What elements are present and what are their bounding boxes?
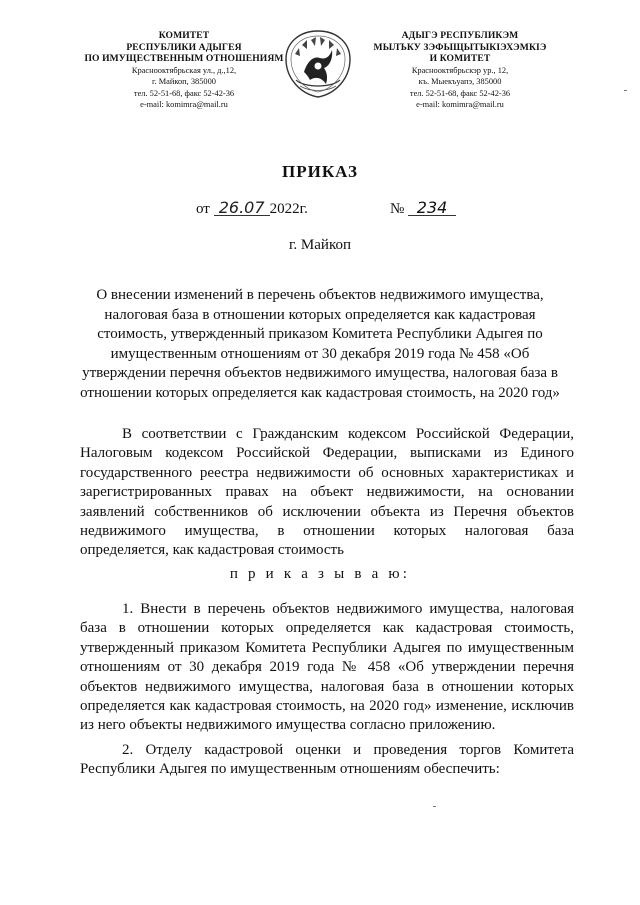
scan-speck [624,90,627,91]
date-handwritten: 26.07 [214,200,270,216]
address-ru-line-1: Краснооктябрьская ул., д.,12, [131,65,237,75]
header-left-block [84,30,284,111]
org-name-ady-line-2: МЫЛЪКУ ЗЭФЫЩЫТЫКІЭХЭМКІЭ [373,41,547,53]
city-line: г. Майкоп [288,237,352,253]
number-handwritten: 234 [408,200,456,216]
document-title: ПРИКАЗ [282,162,358,181]
address-ru-line-4: e-mail: komimra@mail.ru [140,100,228,109]
header-right-block [360,30,560,111]
coat-of-arms-icon [280,28,356,100]
scan-speck [433,806,436,807]
date-prefix: от [196,201,210,217]
number-prefix: № [390,201,405,217]
org-name-ady-line-1: АДЫГЭ РЕСПУБЛИКЭМ [401,30,519,41]
org-name-ru-line-1: КОМИТЕТ [158,30,210,41]
number-line [390,200,456,218]
order-subject: О внесении изменений в перечень объектов недвижимого имущества, налоговая база в отношении которых определяется как кадастровая стоимость, утвержденный приказом Комитета Республики Адыгея по имущественным отношениям от 30 декабря 2019 года № 458 «Об утверждении перечня объектов недвижимого имущества, налоговая база в отношении которых определяется как кадастровая стоимость, на 2020 год» [80,287,560,401]
org-name-ru-line-2: РЕСПУБЛИКИ АДЫГЕЯ [126,41,242,53]
address-ady-line-2: къ. Мыекъуапэ, 385000 [418,77,502,86]
address-ady-line-3: тел. 52-51-68, факс 52-42-36 [409,88,511,98]
address-ady-line-1: Краснооктябрьскэр ур., 12, [411,65,509,75]
org-name-ru-line-3: ПО ИМУЩЕСТВЕННЫМ ОТНОШЕНИЯМ [84,53,284,64]
org-name-ady-line-3: И КОМИТЕТ [429,53,491,64]
preamble-paragraph: В соответствии с Гражданским кодексом Российской Федерации, Налоговым кодексом Российской Федерации, выписками из Единого государственного реестра недвижимости об основных характеристиках и зарегистрированных правах на объект недвижимости, на основании заявлений собственников об исключении объекта из Перечня объектов недвижимого имущества, в отношении которых налоговая база определяется, как кадастровая стоимость [80,426,574,559]
date-line [196,200,308,218]
order-verb: п р и к а з ы в а ю: [229,566,411,582]
date-year: 2022г. [269,201,308,217]
address-ru-line-3: тел. 52-51-68, факс 52-42-36 [133,88,235,98]
address-ru-line-2: г. Майкоп, 385000 [152,77,216,86]
order-item-1: 1. Внести в перечень объектов недвижимого имущества, налоговая база в отношении которых определяется как кадастровая стоимость, утвержденный приказом Комитета Республики Адыгея по имущественным отношениям от 30 декабря 2019 года № 458 «Об утверждении перечня объектов недвижимого имущества, налоговая база в отношении которых определяется как кадастровая стоимость, на 2020 год» изменение, исключив из него объекты недвижимого имущества согласно приложению. [80,601,574,734]
order-item-2: 2. Отделу кадастровой оценки и проведения торгов Комитета Республики Адыгея по имущественным отношениям обеспечить: [80,742,574,778]
address-ady-line-4: e-mail: komimra@mail.ru [416,100,504,109]
